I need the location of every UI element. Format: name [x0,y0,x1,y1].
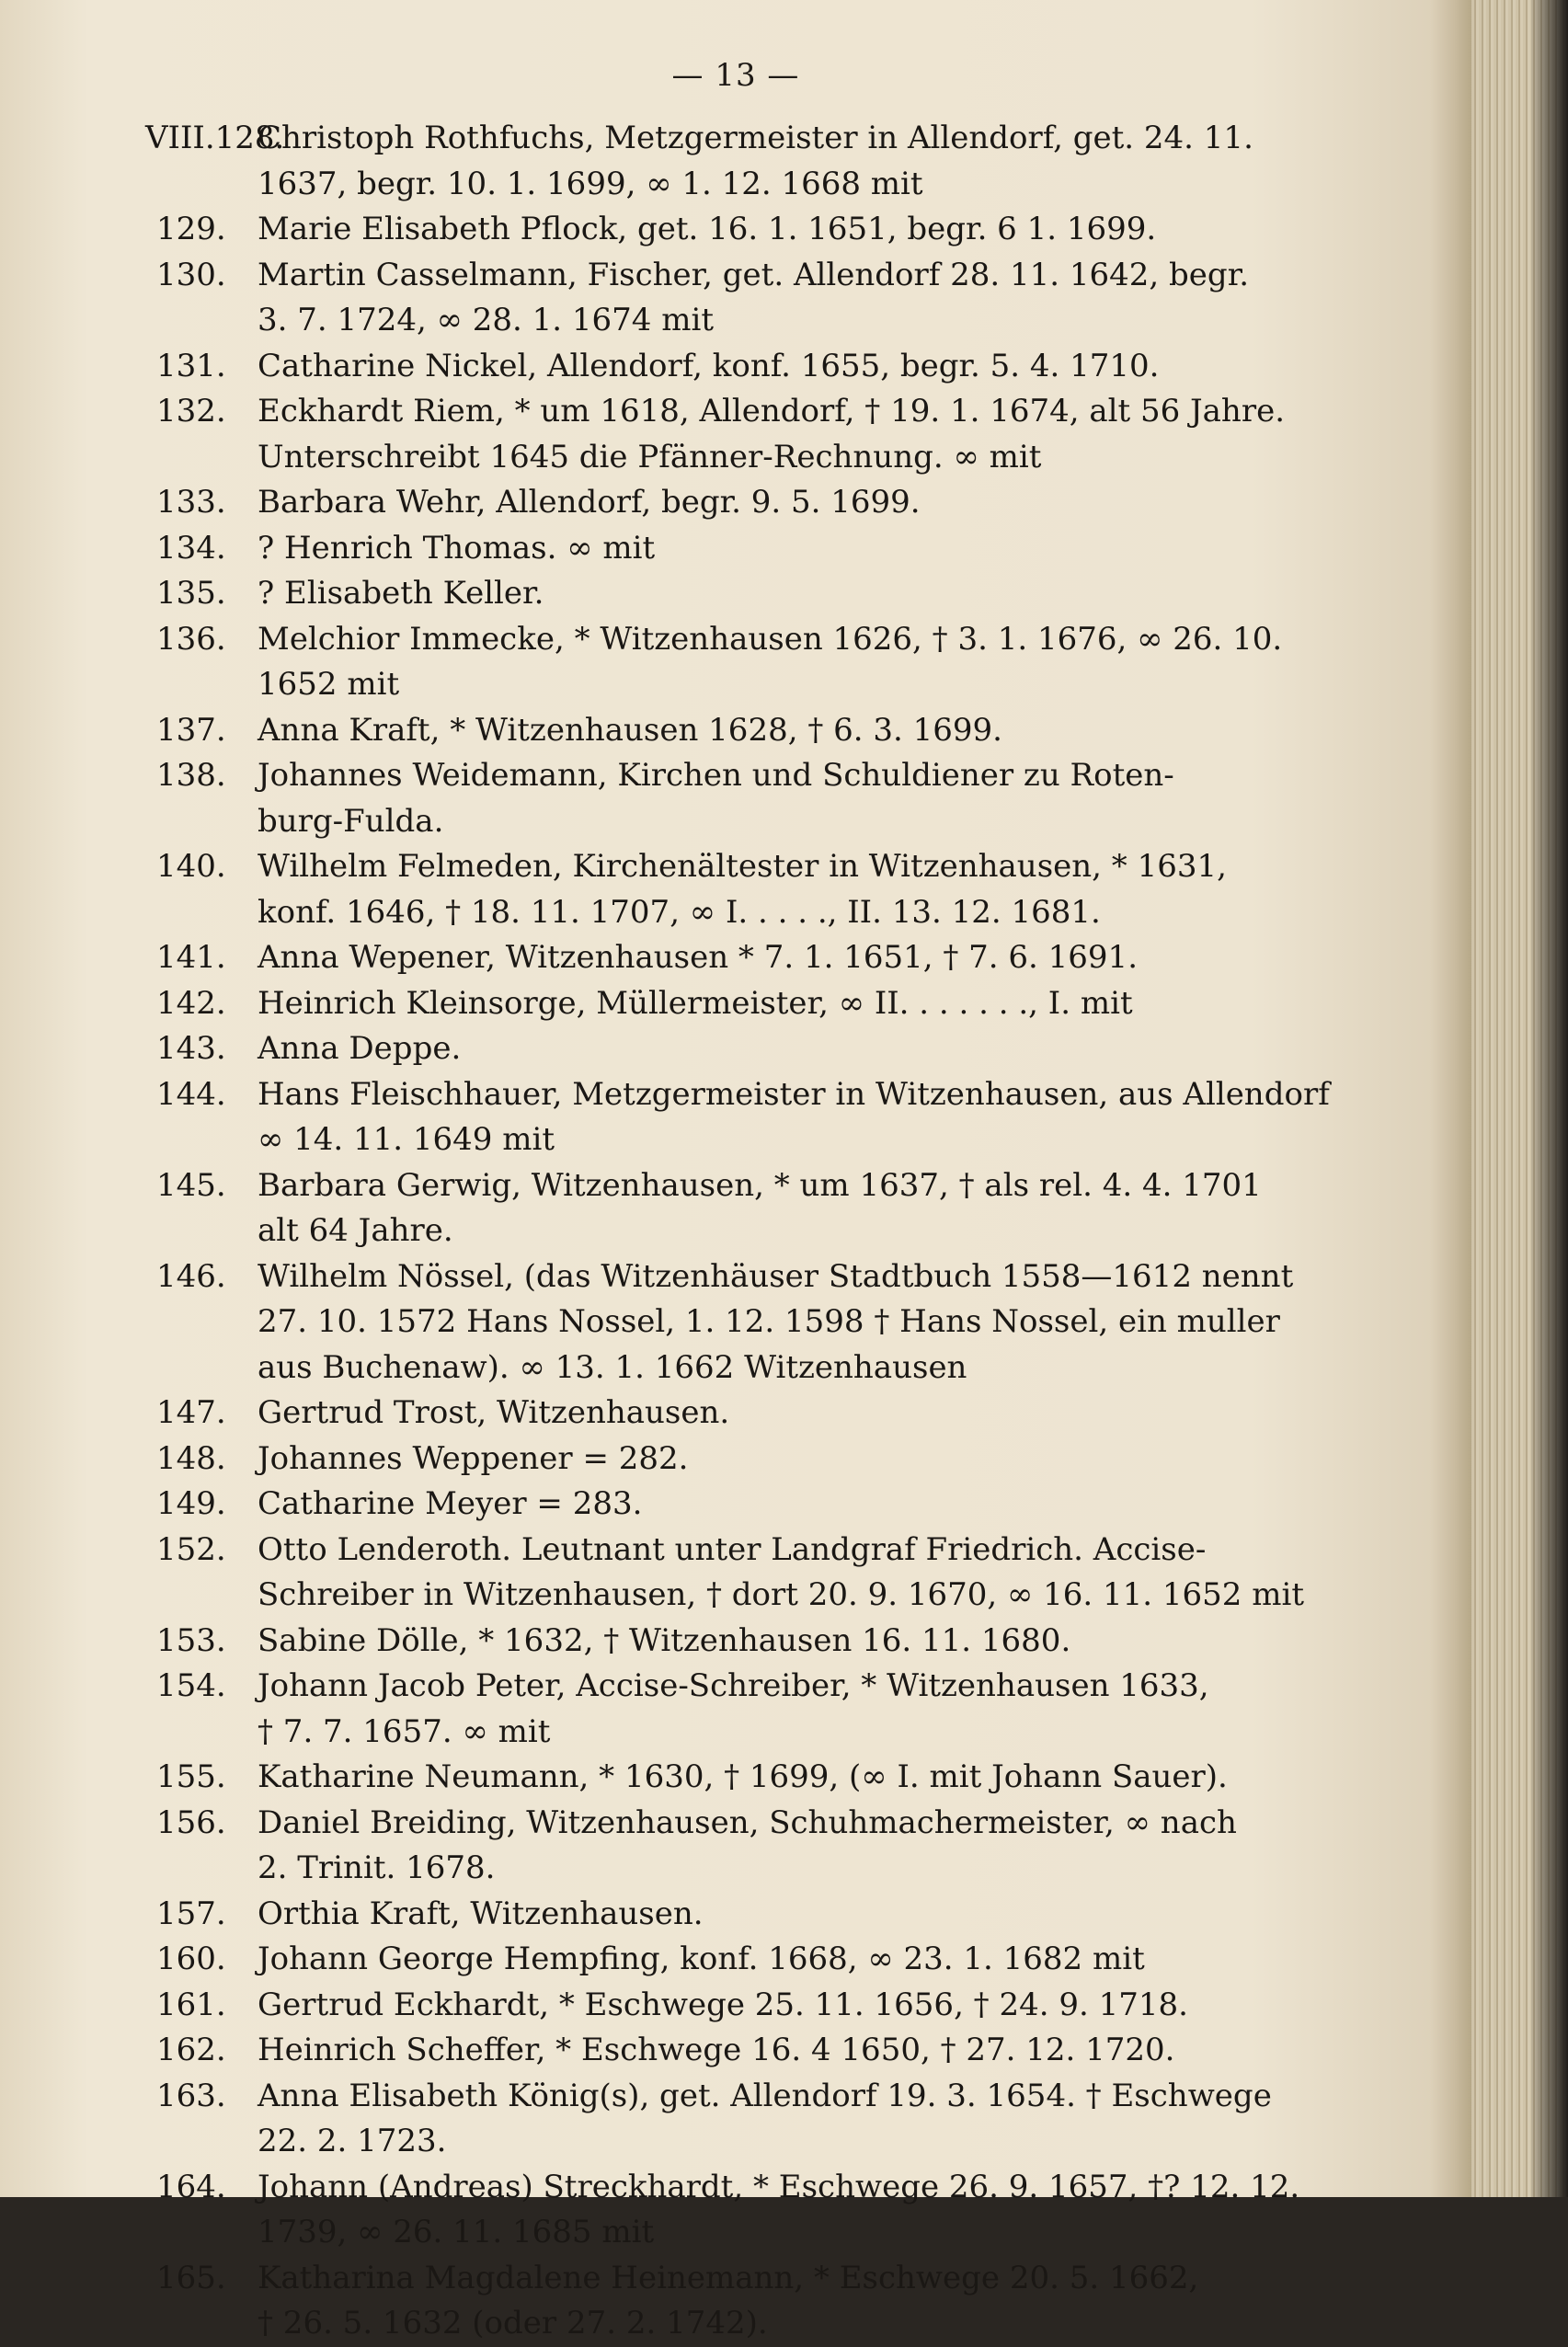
entry-line: konf. 1646, † 18. 11. 1707, ∞ I. . . . ., II. 13. 12. 1681. [258,893,1101,931]
entry-text [258,207,1352,253]
genealogy-entry [156,1437,1352,1483]
entry-line: Hans Fleischhauer, Metzgermeister in Witzenhausen, aus Allendorf [258,1075,1330,1113]
entry-line: Barbara Wehr, Allendorf, begr. 9. 5. 1699. [258,484,921,521]
entry-number: 130. [156,256,226,293]
entry-line: Catharine Nickel, Allendorf, konf. 1655, begr. 5. 4. 1710. [258,347,1160,384]
genealogy-entry [156,1528,1352,1619]
genealogy-entry [156,2028,1352,2074]
entry-text [258,1072,1352,1163]
entry-number: 149. [156,1485,226,1522]
entry-line: Wilhelm Nössel, (das Witzenhäuser Stadtbuch 1558—1612 nennt [258,1257,1294,1295]
genealogy-entry [145,116,1352,207]
genealogy-entry [156,1892,1352,1938]
genealogy-entry [156,344,1352,390]
entry-text [258,526,1352,572]
entry-line: Johann Jacob Peter, Accise-Schreiber, * Witzenhausen 1633, [258,1667,1209,1704]
entry-line: Martin Casselmann, Fischer, get. Allendorf 28. 11. 1642, begr. [258,256,1250,293]
entry-number: 135. [156,575,226,612]
entry-line: Heinrich Scheffer, * Eschwege 16. 4 1650, † 27. 12. 1720. [258,2032,1175,2068]
entry-text [258,1391,1352,1437]
genealogy-entry [156,1482,1352,1528]
entry-line: 27. 10. 1572 Hans Nossel, 1. 12. 1598 † Hans Nossel, ein muller [258,1303,1280,1340]
entry-line: ? Elisabeth Keller. [258,575,544,612]
genealogy-entry [156,1937,1352,1983]
genealogy-entry [156,935,1352,981]
entry-text [258,2028,1352,2074]
entry-line: Christoph Rothfuchs, Metzgermeister in Allendorf, get. 24. 11. [258,120,1253,156]
entry-line: 1739, ∞ 26. 11. 1685 mit [258,2214,655,2250]
entry-number: 138. [156,757,226,794]
genealogy-entry [156,207,1352,253]
entry-text [258,708,1352,754]
entry-line: 2. Trinit. 1678. [258,1849,496,1886]
entry-text [258,617,1352,708]
entry-line: Katharine Neumann, * 1630, † 1699, (∞ I. mit Johann Sauer). [258,1758,1228,1795]
entry-text [258,480,1352,526]
genealogy-entry [156,844,1352,935]
entry-line: Catharine Meyer = 283. [258,1485,643,1522]
entry-text [258,116,1352,207]
entry-line: Otto Lenderoth. Leutnant unter Landgraf Friedrich. Accise- [258,1530,1207,1568]
genealogy-entry [156,1163,1352,1254]
entry-line: 3. 7. 1724, ∞ 28. 1. 1674 mit [258,302,715,338]
entry-number: 132. [156,393,226,429]
entry-line: Johannes Weidemann, Kirchen und Schuldiener zu Roten- [258,757,1174,794]
entry-text [258,981,1352,1027]
entry-line: Daniel Breiding, Witzenhausen, Schuhmachermeister, ∞ nach [258,1803,1237,1841]
entry-text [258,1528,1352,1619]
entry-line: † 7. 7. 1657. ∞ mit [258,1712,551,1750]
entry-line: † 26. 5. 1632 (oder 27. 2. 1742). [258,2305,768,2341]
entry-text [258,1983,1352,2029]
entry-text [258,844,1352,935]
genealogy-entry [156,617,1352,708]
entry-line: Wilhelm Felmeden, Kirchenältester in Witzenhausen, * 1631, [258,848,1227,885]
book-edge-shadow [1531,0,1568,2197]
entry-line: Anna Kraft, * Witzenhausen 1628, † 6. 3. 1699. [258,711,1002,749]
entry-number: 129. [156,211,226,247]
entry-number: 165. [156,2259,226,2296]
entry-number: 163. [156,2077,226,2114]
entry-number: 147. [156,1394,226,1431]
genealogy-entry [156,1755,1352,1801]
genealogy-entry [156,708,1352,754]
entry-line: 1652 mit [258,666,400,703]
entry-line: 1637, begr. 10. 1. 1699, ∞ 1. 12. 1668 mit [258,165,923,202]
entry-number: 155. [156,1758,226,1795]
entry-text [258,571,1352,617]
entry-line: Orthia Kraft, Witzenhausen. [258,1895,704,1932]
genealogy-entry [156,1072,1352,1163]
entry-line: Johann George Hempfing, konf. 1668, ∞ 23. 1. 1682 mit [258,1941,1145,1977]
genealogy-entry [156,480,1352,526]
entry-line: Barbara Gerwig, Witzenhausen, * um 1637, † als rel. 4. 4. 1701 [258,1166,1262,1204]
entry-number: 134. [156,529,226,567]
entry-number: 164. [156,2168,226,2205]
entry-line: Sabine Dölle, * 1632, † Witzenhausen 16. 11. 1680. [258,1621,1071,1659]
entry-text [258,1482,1352,1528]
entry-number: 145. [156,1166,226,1204]
genealogy-entry [156,1391,1352,1437]
genealogy-entry [156,753,1352,844]
entry-line: 22. 2. 1723. [258,2123,447,2159]
entry-number: 142. [156,984,226,1022]
genealogy-entry [156,526,1352,572]
genealogy-entry [156,981,1352,1027]
entry-line: Unterschreibt 1645 die Pfänner-Rechnung. ∞ mit [258,438,1042,475]
entry-text [258,2074,1352,2165]
entry-number: 141. [156,939,226,976]
page-number: — 13 — [671,57,800,94]
entry-line: Melchior Immecke, * Witzenhausen 1626, † 3. 1. 1676, ∞ 26. 10. [258,620,1283,658]
genealogy-entry [156,2074,1352,2165]
entry-number: 152. [156,1530,226,1568]
genealogy-entry [156,253,1352,344]
genealogy-entry [156,1983,1352,2029]
entry-text [258,1892,1352,1938]
entry-text [258,1755,1352,1801]
genealogy-entry-list [145,116,1352,2347]
entry-text [258,1026,1352,1072]
entry-line: alt 64 Jahre. [258,1212,453,1249]
genealogy-entry [156,1664,1352,1755]
entry-line: Johannes Weppener = 282. [258,1439,689,1477]
entry-line: Johann (Andreas) Streckhardt, * Eschwege 26. 9. 1657, †? 12. 12. [258,2168,1300,2205]
entry-line: aus Buchenaw). ∞ 13. 1. 1662 Witzenhausen [258,1348,967,1386]
entry-number: 156. [156,1803,226,1841]
page-gutter [1430,0,1471,2197]
genealogy-entry [156,1026,1352,1072]
entry-line: Heinrich Kleinsorge, Müllermeister, ∞ II. . . . . . ., I. mit [258,984,1133,1022]
entry-number: 143. [156,1030,226,1067]
entry-number: 161. [156,1986,226,2023]
entry-text [258,1664,1352,1755]
entry-text [258,1937,1352,1983]
entry-number: 144. [156,1075,226,1113]
entry-text [258,2256,1352,2347]
entry-text [258,1254,1352,1391]
entry-line: Katharina Magdalene Heinemann, * Eschwege 20. 5. 1662, [258,2259,1199,2296]
entry-number: 136. [156,620,226,658]
entry-text [258,1801,1352,1892]
entry-text [258,1619,1352,1665]
entry-number: 160. [156,1941,226,1977]
entry-line: Schreiber in Witzenhausen, † dort 20. 9. 1670, ∞ 16. 11. 1652 mit [258,1576,1305,1613]
entry-line: Anna Wepener, Witzenhausen * 7. 1. 1651, † 7. 6. 1691. [258,939,1138,976]
entry-text [258,1437,1352,1483]
genealogy-entry [156,1801,1352,1892]
entry-line: burg-Fulda. [258,802,444,840]
genealogy-entry [156,571,1352,617]
entry-number: 137. [156,711,226,749]
entry-number: 153. [156,1621,226,1659]
entry-text [258,935,1352,981]
entry-text [258,253,1352,344]
entry-text [258,753,1352,844]
entry-number: 146. [156,1257,226,1295]
entry-line: Eckhardt Riem, * um 1618, Allendorf, † 19. 1. 1674, alt 56 Jahre. [258,393,1286,429]
entry-line: Marie Elisabeth Pflock, get. 16. 1. 1651, begr. 6 1. 1699. [258,211,1157,247]
entry-line: Anna Elisabeth König(s), get. Allendorf 19. 3. 1654. † Eschwege [258,2077,1272,2114]
entry-number: 162. [156,2032,226,2068]
entry-number: VIII.128. [145,120,285,156]
genealogy-entry [156,2165,1352,2256]
entry-line: ? Henrich Thomas. ∞ mit [258,529,656,567]
entry-number: 154. [156,1667,226,1704]
entry-line: Anna Deppe. [258,1030,462,1067]
entry-number: 140. [156,848,226,885]
genealogy-entry [156,389,1352,480]
entry-text [258,344,1352,390]
entry-number: 157. [156,1895,226,1932]
genealogy-entry [156,1619,1352,1665]
entry-line: Gertrud Trost, Witzenhausen. [258,1394,730,1431]
entry-number: 133. [156,484,226,521]
entry-line: Gertrud Eckhardt, * Eschwege 25. 11. 1656, † 24. 9. 1718. [258,1986,1188,2023]
genealogy-entry [156,1254,1352,1391]
entry-number: 148. [156,1439,226,1477]
entry-text [258,1163,1352,1254]
genealogy-entry [156,2256,1352,2347]
entry-text [258,2165,1352,2256]
entry-number: 131. [156,347,226,384]
entry-line: ∞ 14. 11. 1649 mit [258,1121,555,1158]
entry-text [258,389,1352,480]
